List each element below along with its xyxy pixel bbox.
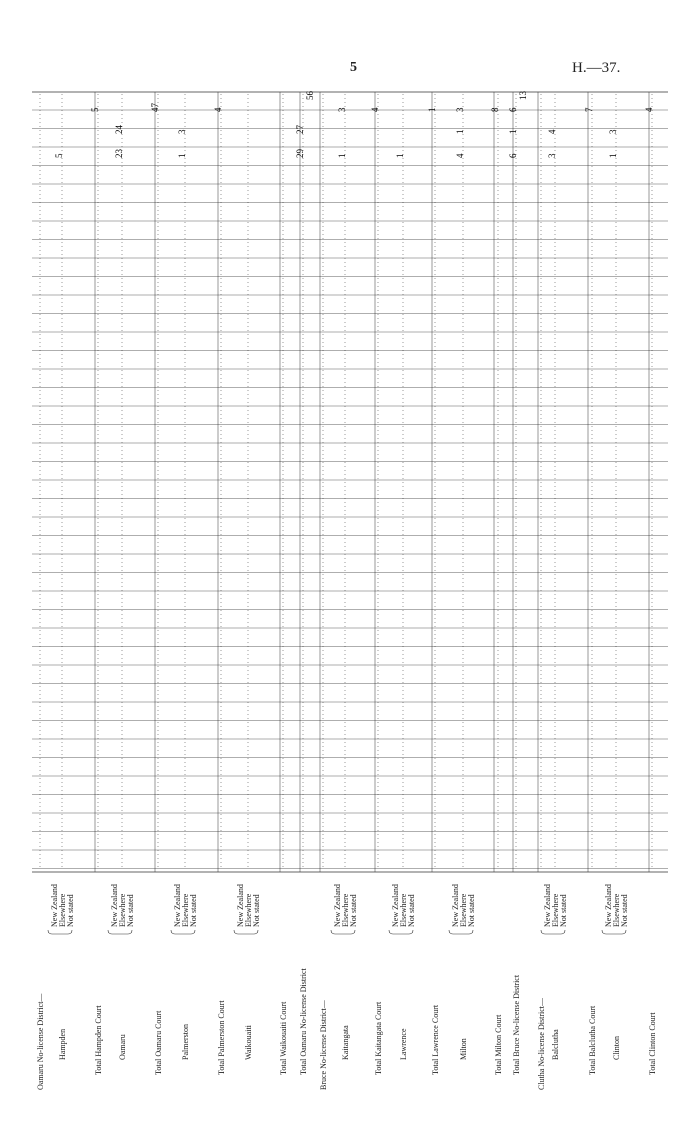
total-value: 3 bbox=[608, 129, 618, 134]
origin-sublabel: New Zealand bbox=[391, 884, 400, 927]
origin-sublabel: Not stated bbox=[467, 894, 476, 927]
total-value: 7 bbox=[584, 107, 594, 112]
total-value: 1 bbox=[427, 107, 437, 112]
total-value: 29 bbox=[295, 149, 305, 158]
court-row-label: Palmerston bbox=[181, 1024, 190, 1060]
total-value: 3 bbox=[547, 153, 557, 158]
origin-sublabel: New Zealand bbox=[604, 884, 613, 927]
district-total-value: 13 bbox=[518, 91, 528, 100]
total-value: 6 bbox=[508, 107, 518, 112]
report-reference: H.—37. bbox=[572, 60, 621, 76]
total-row-label: Total Oamaru Court bbox=[154, 1010, 163, 1075]
total-value: 4 bbox=[455, 153, 465, 158]
origin-sublabel: New Zealand bbox=[50, 884, 59, 927]
origin-sublabel: Not stated bbox=[189, 894, 198, 927]
total-value: 5 bbox=[90, 107, 100, 112]
origin-sublabel: New Zealand bbox=[543, 884, 552, 927]
total-value: 47 bbox=[150, 103, 160, 112]
district-total-value: 56 bbox=[305, 91, 315, 100]
origin-sublabel: Elsewhere bbox=[459, 893, 468, 927]
origin-sublabel: Elsewhere bbox=[399, 893, 408, 927]
total-value: 1 bbox=[395, 153, 405, 158]
total-value: 1 bbox=[455, 129, 465, 134]
origin-sublabel: Not stated bbox=[126, 894, 135, 927]
total-value: 3 bbox=[455, 107, 465, 112]
origin-sublabel: Not stated bbox=[620, 894, 629, 927]
total-row-label: Total Bruce No-license District bbox=[512, 974, 521, 1075]
origin-sublabel: Elsewhere bbox=[58, 893, 67, 927]
origin-sublabel: New Zealand bbox=[236, 884, 245, 927]
origin-sublabel: Elsewhere bbox=[551, 893, 560, 927]
origin-sublabel: Not stated bbox=[559, 894, 568, 927]
origin-sublabel: Elsewhere bbox=[118, 893, 127, 927]
total-row-label: Total Lawrence Court bbox=[431, 1004, 440, 1075]
origin-sublabel: New Zealand bbox=[110, 884, 119, 927]
total-value: 24 bbox=[114, 125, 124, 134]
court-row-label: Milton bbox=[459, 1038, 468, 1060]
origin-sublabel: Not stated bbox=[349, 894, 358, 927]
total-value: 4 bbox=[213, 107, 223, 112]
origin-sublabel: Elsewhere bbox=[612, 893, 621, 927]
district-heading: Oamaru No-license District— bbox=[36, 993, 45, 1090]
total-row-label: Total Milton Court bbox=[494, 1014, 503, 1075]
total-value: 23 bbox=[114, 149, 124, 158]
total-value: 4 bbox=[370, 107, 380, 112]
total-row-label: Total Palmerston Court bbox=[217, 1000, 226, 1075]
origin-sublabel: Not stated bbox=[407, 894, 416, 927]
origin-sublabel: New Zealand bbox=[173, 884, 182, 927]
origin-sublabel: Not stated bbox=[252, 894, 261, 927]
page-number: 5 bbox=[350, 60, 357, 75]
court-row-label: Lawrence bbox=[399, 1028, 408, 1060]
court-row-label: Kaitangata bbox=[341, 1025, 350, 1060]
total-value: 8 bbox=[490, 107, 500, 112]
origin-sublabel: Elsewhere bbox=[341, 893, 350, 927]
total-value: 1 bbox=[177, 153, 187, 158]
court-row-label: Clinton bbox=[612, 1035, 621, 1060]
total-value: 1 bbox=[337, 153, 347, 158]
court-row-label: Oamaru bbox=[118, 1034, 127, 1060]
court-row-label: Waikouaiti bbox=[244, 1025, 253, 1060]
origin-sublabel: Elsewhere bbox=[244, 893, 253, 927]
total-value: 5 bbox=[54, 153, 64, 158]
court-row-label: Balclutha bbox=[551, 1029, 560, 1060]
total-row-label: Total Hampden Court bbox=[94, 1005, 103, 1075]
origin-sublabel: Not stated bbox=[66, 894, 75, 927]
district-heading: Bruce No-license District— bbox=[319, 1000, 328, 1090]
total-value: 6 bbox=[508, 153, 518, 158]
district-heading: Clutha No-license District— bbox=[537, 998, 546, 1090]
total-row-label: Total Clinton Court bbox=[648, 1012, 657, 1075]
total-value: 3 bbox=[177, 129, 187, 134]
total-row-label: Total Balclutha Court bbox=[588, 1005, 597, 1075]
total-row-label: Total Waikouaiti Court bbox=[279, 1001, 288, 1075]
origin-sublabel: Elsewhere bbox=[181, 893, 190, 927]
total-row-label: Total Kaitangata Court bbox=[374, 1001, 383, 1075]
court-row-label: Hampden bbox=[58, 1028, 67, 1060]
origin-sublabel: New Zealand bbox=[451, 884, 460, 927]
total-value: 4 bbox=[644, 107, 654, 112]
total-value: 4 bbox=[547, 129, 557, 134]
total-value: 1 bbox=[608, 153, 618, 158]
total-value: 1 bbox=[508, 129, 518, 134]
total-value: 3 bbox=[337, 107, 347, 112]
origin-sublabel: New Zealand bbox=[333, 884, 342, 927]
total-value: 27 bbox=[295, 125, 305, 134]
total-row-label: Total Oamaru No-license District bbox=[299, 968, 308, 1075]
